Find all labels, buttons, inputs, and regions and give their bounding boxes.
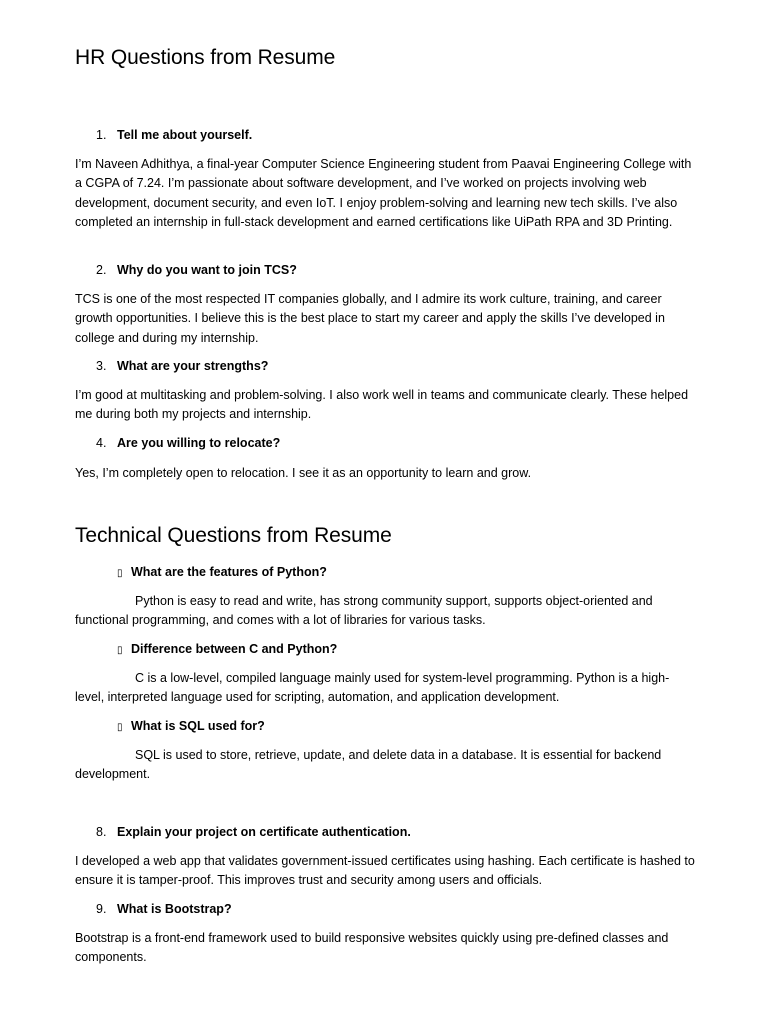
hr-answer-4: Yes, I’m completely open to relocation. I see it as an opportunity to learn and grow. [75, 466, 532, 480]
tech-answer-1 [75, 592, 695, 631]
hr-answer-3: I’m good at multitasking and problem-solving. I also work well in teams and communicate clearly. These helped me during both my projects and internship. [75, 388, 689, 422]
tech-question-2 [117, 642, 337, 656]
question-9 [96, 902, 232, 916]
question-number: 3. [96, 359, 107, 373]
question-text: Difference between C and Python? [131, 642, 338, 656]
question-text: What is SQL used for? [131, 719, 265, 733]
question-text: Tell me about yourself. [117, 128, 253, 142]
question-number: 4. [96, 436, 107, 450]
question-8 [96, 825, 411, 839]
hr-answer-2: TCS is one of the most respected IT companies globally, and I admire its work culture, training, and career growth opportunities. I believe this is the best place to start my career and apply the skills I’ve developed in college and during my internship. [75, 292, 665, 345]
bullet-icon: ▯ [117, 645, 123, 656]
tech-question-1 [117, 565, 327, 579]
answer-8: I developed a web app that validates government-issued certificates using hashing. Each certificate is hashed to ensure it is tamper-proof. This improves trust and security among users and officials. [75, 854, 695, 888]
answer-text: C is a low-level, compiled language mainly used for system-level programming. Python is a high-level, interpreted language used for scripting, automation, and application development. [75, 671, 670, 705]
tech-answer-2 [75, 669, 695, 708]
question-number: 2. [96, 263, 107, 277]
technical-section-title: Technical Questions from Resume [75, 524, 392, 547]
question-text: What are your strengths? [117, 359, 269, 373]
hr-answer-1: I’m Naveen Adhithya, a final-year Computer Science Engineering student from Paavai Engineering College with a CGPA of 7.24. I’m passionate about software development, and I’ve worked on projects involving web development, document security, and even IoT. I enjoy problem-solving and learning new tech skills. I’ve also completed an internship in full-stack development and earned certifications like UiPath RPA and 3D Printing. [75, 157, 692, 229]
hr-section-title: HR Questions from Resume [75, 46, 336, 69]
question-text: Are you willing to relocate? [117, 436, 281, 450]
question-number: 8. [96, 825, 107, 839]
bullet-icon: ▯ [117, 568, 123, 579]
hr-question-3 [96, 359, 268, 373]
question-number: 9. [96, 902, 107, 916]
answer-text: SQL is used to store, retrieve, update, and delete data in a database. It is essential for backend development. [75, 748, 662, 782]
question-number: 1. [96, 128, 107, 142]
tech-question-3 [117, 719, 265, 733]
hr-question-4 [96, 436, 280, 450]
answer-text: Python is easy to read and write, has strong community support, supports object-oriented and functional programming, and comes with a lot of libraries for various tasks. [75, 594, 653, 628]
tech-answer-3 [75, 746, 695, 785]
question-text: What are the features of Python? [131, 565, 327, 579]
hr-question-1 [96, 128, 252, 142]
answer-9: Bootstrap is a front-end framework used to build responsive websites quickly using pre-defined classes and components. [75, 931, 669, 965]
question-text: Why do you want to join TCS? [117, 263, 297, 277]
question-text: Explain your project on certificate authentication. [117, 825, 411, 839]
hr-question-2 [96, 263, 297, 277]
bullet-icon: ▯ [117, 722, 123, 733]
question-text: What is Bootstrap? [117, 902, 232, 916]
